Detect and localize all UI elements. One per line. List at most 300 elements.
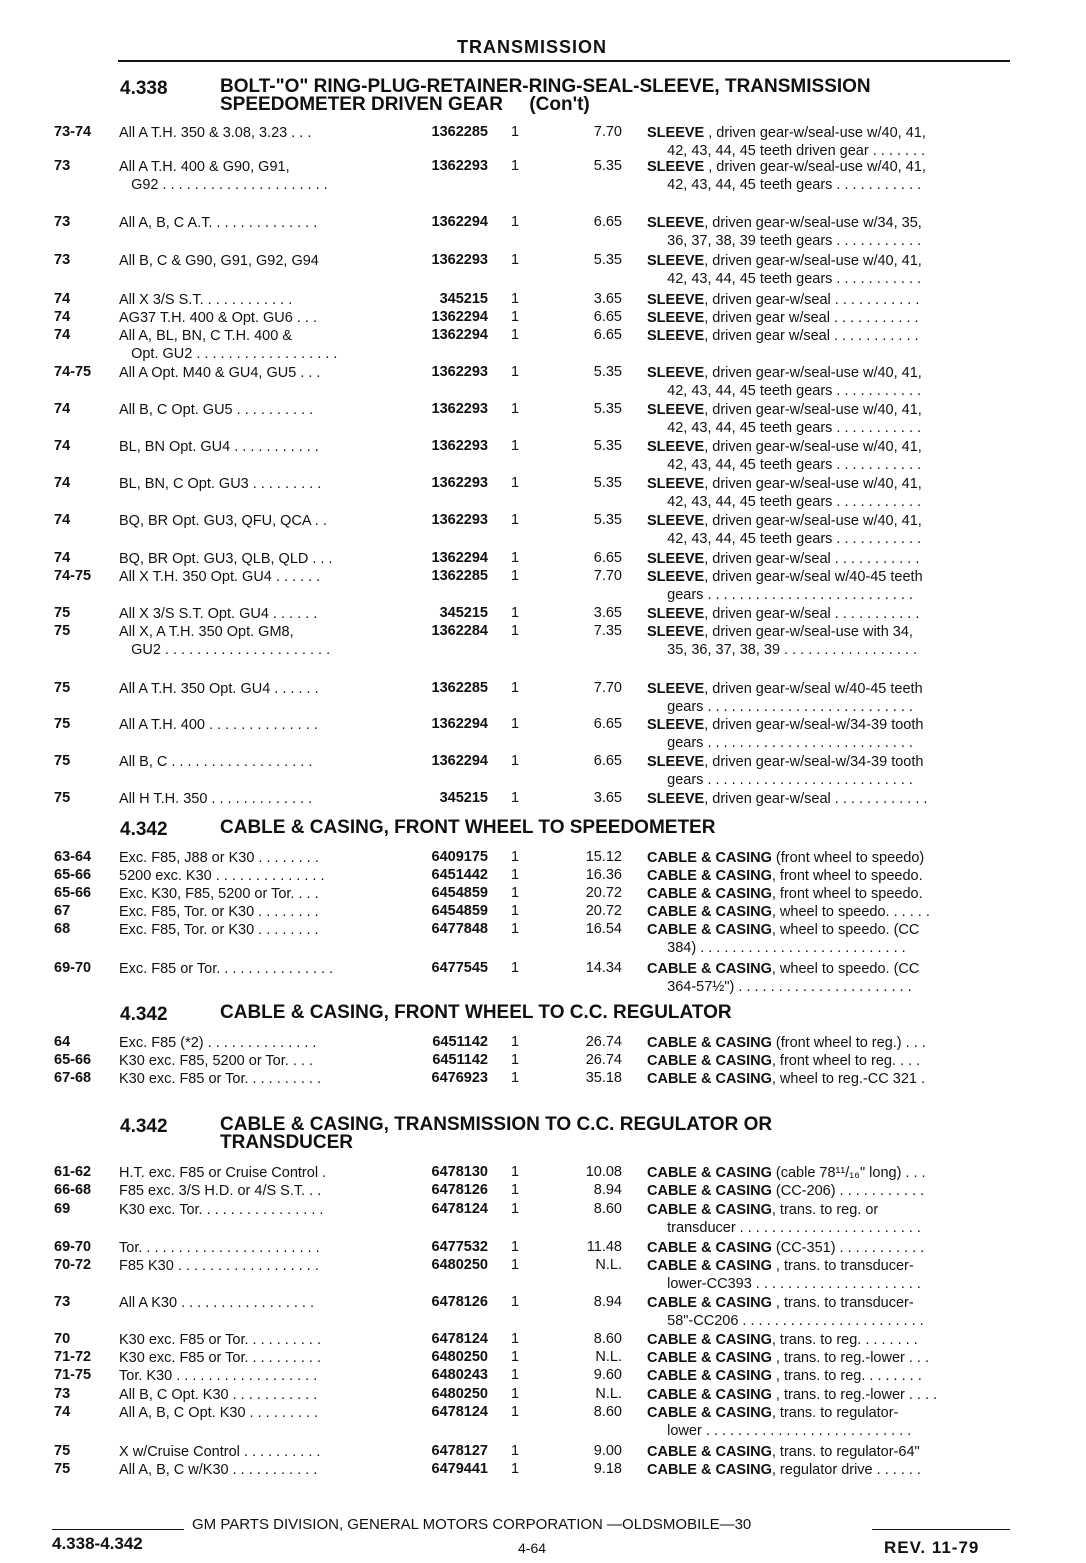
part-number: 6454859	[431, 903, 488, 919]
description	[647, 401, 1019, 437]
description-detail: , trans. to reg. or transducer . . . . . . . . . . . . . . . . . . . . . . .	[667, 1202, 921, 1236]
table-row	[0, 158, 1086, 196]
model-year: 75	[54, 605, 71, 621]
description-detail: , driven gear-w/seal-use w/40, 41, 42, 43, 44, 45 teeth gears . . . . . . . . . . .	[667, 513, 922, 547]
quantity: 1	[511, 252, 520, 268]
model-year: 66-68	[54, 1182, 92, 1198]
application: K30 exc. Tor. . . . . . . . . . . . . . . .	[119, 1202, 324, 1218]
table-row	[0, 1257, 1086, 1295]
table-row	[0, 401, 1086, 439]
description	[647, 921, 1019, 957]
quantity: 1	[511, 605, 520, 621]
model-year: 74	[54, 309, 71, 325]
part-number: 6478124	[431, 1331, 488, 1347]
quantity: 1	[511, 512, 520, 528]
description-detail: , driven gear-w/seal-use w/40, 41, 42, 43, 44, 45 teeth gears . . . . . . . . . . .	[667, 159, 926, 193]
model-year: 73	[54, 1386, 71, 1402]
quantity: 1	[511, 1257, 520, 1273]
description-name: CABLE & CASING	[647, 1071, 772, 1087]
description-detail: , driven gear-w/seal-w/34-39 tooth gears . . . . . . . . . . . . . . . . . . . . . . . . . .	[667, 717, 924, 751]
quantity: 1	[511, 291, 520, 307]
application: F85 exc. 3/S H.D. or 4/S S.T. . .	[119, 1183, 322, 1199]
description-name: CABLE & CASING	[647, 850, 772, 866]
price: 26.74	[585, 1034, 622, 1050]
price: 5.35	[593, 252, 622, 268]
model-year: 75	[54, 753, 71, 769]
model-year: 74	[54, 1404, 71, 1420]
model-year: 71-72	[54, 1349, 92, 1365]
description-name: CABLE & CASING	[647, 1332, 772, 1348]
description-name: CABLE & CASING	[647, 1368, 772, 1384]
quantity: 1	[511, 1331, 520, 1347]
description	[647, 1294, 1019, 1330]
quantity: 1	[511, 1052, 520, 1068]
quantity: 1	[511, 1070, 520, 1086]
quantity: 1	[511, 327, 520, 343]
quantity: 1	[511, 568, 520, 584]
application: All H T.H. 350 . . . . . . . . . . . . .	[119, 791, 313, 807]
quantity: 1	[511, 849, 520, 865]
description-detail: , driven gear-w/seal . . . . . . . . . . .	[704, 551, 920, 567]
description	[647, 364, 1019, 400]
description-detail: , trans. to reg.-lower . . .	[771, 1350, 930, 1366]
model-year: 75	[54, 680, 71, 696]
application: K30 exc. F85 or Tor. . . . . . . . . .	[119, 1332, 322, 1348]
part-number: 6451442	[431, 867, 488, 883]
description-name: CABLE & CASING	[647, 961, 772, 977]
quantity: 1	[511, 1404, 520, 1420]
description-name: CABLE & CASING	[647, 922, 772, 938]
description	[647, 568, 1019, 604]
application: All B, C Opt. K30 . . . . . . . . . . .	[119, 1387, 318, 1403]
part-number: 1362293	[431, 401, 488, 417]
description-name: CABLE & CASING	[647, 1035, 772, 1051]
price: 9.18	[593, 1461, 622, 1477]
model-year: 71-75	[54, 1367, 92, 1383]
description-name: CABLE & CASING	[647, 1387, 772, 1403]
footer-section-range: 4.338-4.342	[52, 1534, 143, 1553]
description-detail: , wheel to reg.-CC 321 .	[771, 1071, 926, 1087]
description-detail: , driven gear-w/seal . . . . . . . . . . .	[704, 292, 920, 308]
application: Exc. K30, F85, 5200 or Tor. . . .	[119, 886, 319, 902]
application: 5200 exc. K30 . . . . . . . . . . . . . .	[119, 868, 325, 884]
description	[647, 512, 1019, 548]
section-number: 4.342	[120, 1116, 168, 1137]
application: Exc. F85 (*2) . . . . . . . . . . . . . .	[119, 1035, 317, 1051]
description	[647, 1257, 1019, 1293]
price: 7.70	[593, 680, 622, 696]
description-name: CABLE & CASING	[647, 1462, 772, 1478]
part-number: 6480250	[431, 1386, 488, 1402]
description	[647, 214, 1019, 250]
application: All B, C Opt. GU5 . . . . . . . . . .	[119, 402, 314, 418]
description-name: SLEEVE	[647, 365, 705, 381]
description-name: SLEEVE	[647, 754, 705, 770]
description-detail: , trans. to reg. . . . . . . .	[771, 1368, 922, 1384]
application: BL, BN Opt. GU4 . . . . . . . . . . .	[119, 439, 319, 455]
description	[647, 124, 1019, 160]
description	[647, 1239, 1019, 1257]
model-year: 74	[54, 512, 71, 528]
price: 5.35	[593, 512, 622, 528]
price: N.L.	[595, 1386, 622, 1402]
model-year: 75	[54, 1443, 71, 1459]
description-detail: (CC-351) . . . . . . . . . . .	[771, 1240, 925, 1256]
application: BQ, BR Opt. GU3, QFU, QCA . .	[119, 513, 327, 529]
page-title: TRANSMISSION	[456, 37, 607, 57]
quantity: 1	[511, 680, 520, 696]
quantity: 1	[511, 885, 520, 901]
description-name: CABLE & CASING	[647, 1240, 772, 1256]
description	[647, 475, 1019, 511]
model-year: 74	[54, 327, 71, 343]
price: 3.65	[593, 605, 622, 621]
description-detail: (cable 78¹¹/₁₆" long) . . .	[771, 1165, 926, 1181]
application: Exc. F85, J88 or K30 . . . . . . . .	[119, 850, 319, 866]
price: 5.35	[593, 364, 622, 380]
model-year: 74	[54, 291, 71, 307]
description	[647, 605, 1019, 623]
description	[647, 1443, 1019, 1461]
application: All A, BL, BN, C T.H. 400 & Opt. GU2 . . . . . . . . . . . . . . . . . .	[119, 328, 338, 362]
table-row	[0, 1201, 1086, 1239]
part-number: 6478126	[431, 1182, 488, 1198]
description-name: CABLE & CASING	[647, 1258, 772, 1274]
table-row	[0, 753, 1086, 791]
model-year: 73	[54, 158, 71, 174]
part-number: 6478124	[431, 1201, 488, 1217]
description	[647, 903, 1019, 921]
description-name: SLEEVE	[647, 681, 705, 697]
section-number: 4.342	[120, 1004, 168, 1025]
part-number: 1362293	[431, 512, 488, 528]
quantity: 1	[511, 1367, 520, 1383]
part-number: 6480250	[431, 1257, 488, 1273]
description-detail: (front wheel to speedo)	[771, 850, 925, 866]
description	[647, 849, 1019, 867]
quantity: 1	[511, 475, 520, 491]
part-number: 1362294	[431, 309, 488, 325]
price: 3.65	[593, 790, 622, 806]
description-name: CABLE & CASING	[647, 886, 772, 902]
description	[647, 680, 1019, 716]
quantity: 1	[511, 867, 520, 883]
description	[647, 1201, 1019, 1237]
description-detail: , driven gear-w/seal-use w/34, 35, 36, 37, 38, 39 teeth gears . . . . . . . . . . .	[667, 215, 922, 249]
application: All X 3/S S.T. . . . . . . . . . . .	[119, 292, 293, 308]
table-row	[0, 512, 1086, 550]
footer-rule-left	[52, 1529, 184, 1530]
section-title: CABLE & CASING, FRONT WHEEL TO C.C. REGULATOR	[220, 1002, 732, 1023]
application: All A Opt. M40 & GU4, GU5 . . .	[119, 365, 321, 381]
price: 26.74	[585, 1052, 622, 1068]
description-name: SLEEVE	[647, 292, 705, 308]
description-name: CABLE & CASING	[647, 868, 772, 884]
part-number: 1362294	[431, 716, 488, 732]
table-row	[0, 1461, 1086, 1499]
description-detail: , wheel to speedo. . . . . .	[771, 904, 930, 920]
description	[647, 1070, 1019, 1088]
part-number: 1362285	[431, 680, 488, 696]
description-detail: , wheel to speedo. (CC 384) . . . . . . . . . . . . . . . . . . . . . . . . . .	[667, 922, 920, 956]
price: 6.65	[593, 550, 622, 566]
quantity: 1	[511, 158, 520, 174]
application: All X, A T.H. 350 Opt. GM8, GU2 . . . . . . . . . . . . . . . . . . . . .	[119, 624, 331, 658]
description-detail: , driven gear-w/seal . . . . . . . . . . .	[704, 606, 920, 622]
application: K30 exc. F85, 5200 or Tor. . . .	[119, 1053, 313, 1069]
description-detail: , trans. to regulator- lower . . . . . . . . . . . . . . . . . . . . . . . . . .	[667, 1405, 912, 1439]
quantity: 1	[511, 438, 520, 454]
description	[647, 1331, 1019, 1349]
description	[647, 1349, 1019, 1367]
table-row	[0, 124, 1086, 162]
description	[647, 1034, 1019, 1052]
description-detail: , driven gear w/seal . . . . . . . . . . .	[704, 328, 919, 344]
description-detail: , driven gear-w/seal w/40-45 teeth gears . . . . . . . . . . . . . . . . . . . . . . . . . .	[667, 569, 923, 603]
quantity: 1	[511, 1164, 520, 1180]
model-year: 74	[54, 401, 71, 417]
description-name: SLEEVE	[647, 606, 705, 622]
application: All A T.H. 400 & G90, G91, G92 . . . . . . . . . . . . . . . . . . . . .	[119, 159, 328, 193]
application: AG37 T.H. 400 & Opt. GU6 . . .	[119, 310, 317, 326]
description-detail: , front wheel to reg. . . .	[771, 1053, 921, 1069]
description-detail: , front wheel to speedo.	[771, 868, 923, 884]
description	[647, 252, 1019, 288]
price: 6.65	[593, 753, 622, 769]
quantity: 1	[511, 960, 520, 976]
description-name: SLEEVE	[647, 402, 705, 418]
price: 3.65	[593, 291, 622, 307]
application: BL, BN, C Opt. GU3 . . . . . . . . .	[119, 476, 322, 492]
part-number: 1362294	[431, 214, 488, 230]
description-detail: , driven gear-w/seal-use w/40, 41, 42, 43, 44, 45 teeth gears . . . . . . . . . . .	[667, 439, 922, 473]
description-name: CABLE & CASING	[647, 1444, 772, 1460]
description	[647, 790, 1019, 808]
description	[647, 438, 1019, 474]
description-name: SLEEVE	[647, 253, 705, 269]
description	[647, 1461, 1019, 1479]
application: All A, B, C A.T. . . . . . . . . . . . . .	[119, 215, 318, 231]
model-year: 73-74	[54, 124, 92, 140]
part-number: 6477532	[431, 1239, 488, 1255]
section-number: 4.338	[120, 78, 168, 99]
model-year: 75	[54, 1461, 71, 1477]
price: 8.94	[593, 1294, 622, 1310]
footer-publisher: GM PARTS DIVISION, GENERAL MOTORS CORPORATION —OLDSMOBILE—30	[192, 1516, 752, 1533]
description	[647, 1052, 1019, 1070]
quantity: 1	[511, 716, 520, 732]
quantity: 1	[511, 1294, 520, 1310]
model-year: 74	[54, 475, 71, 491]
quantity: 1	[511, 1386, 520, 1402]
quantity: 1	[511, 753, 520, 769]
model-year: 67-68	[54, 1070, 92, 1086]
quantity: 1	[511, 309, 520, 325]
application: All A T.H. 400 . . . . . . . . . . . . . .	[119, 717, 318, 733]
description-detail: , driven gear w/seal . . . . . . . . . . .	[704, 310, 919, 326]
section-number: 4.342	[120, 819, 168, 840]
footer-revision: REV. 11-79	[884, 1538, 980, 1557]
part-number: 6478124	[431, 1404, 488, 1420]
section-title: CABLE & CASING, TRANSMISSION TO C.C. REGULATOR OR TRANSDUCER	[220, 1114, 773, 1153]
model-year: 67	[54, 903, 71, 919]
description-name: SLEEVE	[647, 215, 705, 231]
table-row	[0, 214, 1086, 252]
part-number: 1362285	[431, 568, 488, 584]
application: All B, C & G90, G91, G92, G94	[119, 253, 319, 269]
model-year: 75	[54, 716, 71, 732]
part-number: 1362293	[431, 475, 488, 491]
price: 7.70	[593, 568, 622, 584]
description-name: SLEEVE	[647, 791, 705, 807]
application: K30 exc. F85 or Tor. . . . . . . . . .	[119, 1071, 322, 1087]
description-detail: , driven gear-w/seal-use w/40, 41, 42, 43, 44, 45 teeth driven gear . . . . . . .	[667, 125, 926, 159]
description-name: CABLE & CASING	[647, 1053, 772, 1069]
model-year: 74-75	[54, 364, 92, 380]
part-number: 6451142	[432, 1052, 488, 1068]
part-number: 6478126	[431, 1294, 488, 1310]
part-number: 1362285	[431, 124, 488, 140]
quantity: 1	[511, 623, 520, 639]
description	[647, 960, 1019, 996]
description	[647, 309, 1019, 327]
quantity: 1	[511, 1461, 520, 1477]
application: All B, C . . . . . . . . . . . . . . . . . .	[119, 754, 313, 770]
price: 20.72	[585, 903, 622, 919]
price: 9.00	[593, 1443, 622, 1459]
application: Tor. . . . . . . . . . . . . . . . . . . . . . .	[119, 1240, 320, 1256]
quantity: 1	[511, 550, 520, 566]
part-number: 345215	[439, 790, 488, 806]
table-row	[0, 568, 1086, 606]
description	[647, 158, 1019, 194]
application: All X T.H. 350 Opt. GU4 . . . . . .	[119, 569, 321, 585]
price: 5.35	[593, 401, 622, 417]
description-name: CABLE & CASING	[647, 1165, 772, 1181]
description-detail: (CC-206) . . . . . . . . . . .	[771, 1183, 925, 1199]
model-year: 70	[54, 1331, 71, 1347]
description	[647, 1367, 1019, 1385]
quantity: 1	[511, 401, 520, 417]
description-detail: , trans. to transducer- 58"-CC206 . . . . . . . . . . . . . . . . . . . . . . .	[667, 1295, 924, 1329]
model-year: 73	[54, 252, 71, 268]
quantity: 1	[511, 1239, 520, 1255]
price: N.L.	[595, 1349, 622, 1365]
description-name: CABLE & CASING	[647, 1202, 772, 1218]
table-row	[0, 921, 1086, 959]
description-detail: , driven gear-w/seal-use w/40, 41, 42, 43, 44, 45 teeth gears . . . . . . . . . . .	[667, 476, 922, 510]
model-year: 73	[54, 1294, 71, 1310]
part-number: 6477848	[431, 921, 488, 937]
model-year: 64	[54, 1034, 71, 1050]
model-year: 69	[54, 1201, 71, 1217]
model-year: 73	[54, 214, 71, 230]
quantity: 1	[511, 214, 520, 230]
table-row	[0, 960, 1086, 998]
description	[647, 753, 1019, 789]
quantity: 1	[511, 903, 520, 919]
description-name: SLEEVE	[647, 439, 705, 455]
part-number: 1362293	[431, 438, 488, 454]
quantity: 1	[511, 921, 520, 937]
application: All A, B, C Opt. K30 . . . . . . . . .	[119, 1405, 319, 1421]
quantity: 1	[511, 364, 520, 380]
model-year: 65-66	[54, 1052, 92, 1068]
description	[647, 1404, 1019, 1440]
description-detail: , regulator drive . . . . . .	[771, 1462, 921, 1478]
part-number: 6454859	[431, 885, 488, 901]
price: 16.54	[585, 921, 622, 937]
quantity: 1	[511, 1443, 520, 1459]
application: Tor. K30 . . . . . . . . . . . . . . . . . .	[119, 1368, 318, 1384]
quantity: 1	[511, 1182, 520, 1198]
price: 8.60	[593, 1404, 622, 1420]
part-number: 6451142	[432, 1034, 488, 1050]
description-name: SLEEVE	[647, 717, 705, 733]
price: 5.35	[593, 475, 622, 491]
table-row	[0, 364, 1086, 402]
description-name: SLEEVE	[647, 125, 705, 141]
table-row	[0, 623, 1086, 661]
price: 35.18	[585, 1070, 622, 1086]
description	[647, 327, 1019, 345]
description	[647, 550, 1019, 568]
description	[647, 1164, 1019, 1182]
description-name: SLEEVE	[647, 476, 705, 492]
price: 6.65	[593, 214, 622, 230]
application: All A T.H. 350 & 3.08, 3.23 . . .	[119, 125, 312, 141]
price: 15.12	[585, 849, 622, 865]
description-detail: , trans. to regulator-64"	[771, 1444, 920, 1460]
description-detail: , front wheel to speedo.	[771, 886, 923, 902]
model-year: 74	[54, 438, 71, 454]
part-number: 6476923	[431, 1070, 488, 1086]
price: 8.60	[593, 1331, 622, 1347]
application: All A K30 . . . . . . . . . . . . . . . . .	[119, 1295, 315, 1311]
price: 10.08	[585, 1164, 622, 1180]
header-rule	[118, 60, 1010, 62]
section-title: CABLE & CASING, FRONT WHEEL TO SPEEDOMETER	[220, 817, 716, 838]
description-detail: , trans. to reg.-lower . . . .	[771, 1387, 938, 1403]
application: F85 K30 . . . . . . . . . . . . . . . . . .	[119, 1258, 319, 1274]
part-number: 6477545	[431, 960, 488, 976]
part-number: 1362293	[431, 364, 488, 380]
table-row	[0, 1294, 1086, 1332]
price: 9.60	[593, 1367, 622, 1383]
part-number: 345215	[439, 291, 488, 307]
part-number: 6409175	[431, 849, 488, 865]
application: H.T. exc. F85 or Cruise Control .	[119, 1165, 327, 1181]
footer-rule-right	[872, 1529, 1010, 1530]
price: 16.36	[585, 867, 622, 883]
part-number: 6478130	[431, 1164, 488, 1180]
description	[647, 1386, 1019, 1404]
model-year: 70-72	[54, 1257, 92, 1273]
part-number: 6480243	[431, 1367, 488, 1383]
description	[647, 1182, 1019, 1200]
part-number: 1362294	[431, 753, 488, 769]
application: All A T.H. 350 Opt. GU4 . . . . . .	[119, 681, 319, 697]
table-row	[0, 475, 1086, 513]
part-number: 1362284	[431, 623, 488, 639]
description	[647, 716, 1019, 752]
price: 7.70	[593, 124, 622, 140]
model-year: 65-66	[54, 867, 92, 883]
application: All A, B, C w/K30 . . . . . . . . . . .	[119, 1462, 318, 1478]
price: 6.65	[593, 716, 622, 732]
application: Exc. F85 or Tor. . . . . . . . . . . . . . .	[119, 961, 334, 977]
table-row	[0, 327, 1086, 365]
